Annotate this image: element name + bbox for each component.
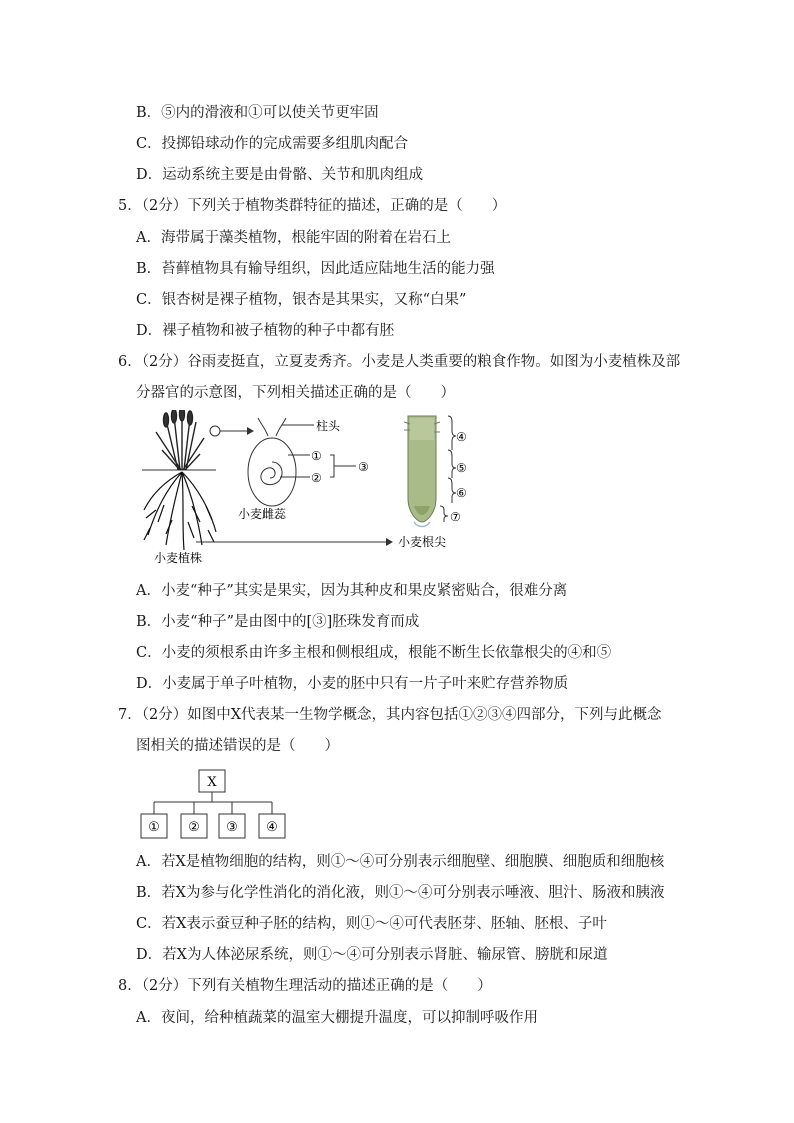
q7-option-a: A．若X是植物细胞的结构，则①～④可分别表示细胞壁、细胞膜、细胞质和细胞核 [136, 854, 665, 870]
brace-5 [448, 450, 456, 478]
label-circle-6: ⑥ [456, 486, 467, 500]
root-tip-image [404, 416, 440, 527]
q8-option-a: A．夜间，给种植蔬菜的温室大棚提升温度，可以抑制呼吸作用 [136, 1010, 538, 1026]
q8-stem: 8．（2分）下列有关植物生理活动的描述正确的是（ ） [118, 978, 492, 994]
q7-option-d: D．若X为人体泌尿系统，则①～④可分别表示肾脏、输尿管、膀胱和尿道 [136, 947, 608, 963]
wheat-figure [136, 410, 496, 570]
q7-stem-line1: 7．（2分）如图中X代表某一生物学概念，其内容包括①②③④四部分，下列与此概念 [118, 707, 662, 723]
label-circle-7: ⑦ [450, 510, 461, 524]
arrow-head-icon [247, 427, 254, 435]
node-3-label: ③ [226, 820, 238, 835]
q6-option-b: B．小麦“种子”是由图中的[③]胚珠发育而成 [136, 614, 420, 630]
label-plant: 小麦植株 [154, 551, 203, 565]
wheat-plant-image [156, 410, 204, 470]
spike-highlight-circle [210, 426, 220, 436]
label-circle-1: ① [311, 449, 322, 463]
q5-stem: 5．（2分）下列关于植物类群特征的描述，正确的是（ ） [118, 198, 507, 214]
node-x-label: X [207, 775, 217, 790]
concept-tree-diagram [136, 764, 296, 844]
q7-option-c: C．若X表示蚕豆种子胚的结构，则①～④可代表胚芽、胚轴、胚根、子叶 [136, 916, 607, 932]
brace-4 [448, 416, 456, 450]
q6-option-c: C．小麦的须根系由许多主根和侧根组成，根能不断生长依靠根尖的④和⑤ [136, 645, 612, 661]
q4-option-c: C．投掷铅球动作的完成需要多组肌肉配合 [136, 136, 409, 152]
q6-option-d: D．小麦属于单子叶植物，小麦的胚中只有一片子叶来贮存营养物质 [136, 676, 569, 692]
q6-stem-line2: 分器官的示意图，下列相关描述正确的是（ ） [136, 385, 455, 401]
pistil-diagram [248, 418, 296, 506]
label-circle-4: ④ [456, 430, 467, 444]
label-circle-2: ② [311, 471, 322, 485]
bracket-3 [330, 455, 356, 477]
fibrous-root-image [144, 472, 216, 550]
label-root-tip: 小麦根尖 [398, 535, 447, 549]
label-pistil: 小麦雌蕊 [238, 507, 287, 521]
brace-7 [440, 506, 448, 522]
q6-stem-line1: 6．（2分）谷雨麦挺直，立夏麦秀齐。小麦是人类重要的粮食作物。如图为小麦植株及部 [118, 354, 681, 370]
node-4-label: ④ [266, 820, 278, 835]
brace-6 [448, 478, 456, 503]
q5-option-d: D．裸子植物和被子植物的种子中都有胚 [136, 323, 395, 339]
q7-stem-line2: 图相关的描述错误的是（ ） [136, 738, 339, 754]
q5-option-b: B．苔藓植物具有输导组织，因此适应陆地生活的能力强 [136, 261, 495, 277]
q4-option-d: D．运动系统主要是由骨骼、关节和肌肉组成 [136, 167, 424, 183]
q6-option-a: A．小麦“种子”其实是果实，因为其种皮和果皮紧密贴合，很难分离 [136, 583, 568, 599]
q4-option-b: B．⑤内的滑液和①可以使关节更牢固 [136, 105, 379, 121]
q7-option-b: B．若X为参与化学性消化的消化液，则①～④可分别表示唾液、胆汁、肠液和胰液 [136, 885, 665, 901]
q5-option-c: C．银杏树是裸子植物，银杏是其果实，又称“白果” [136, 292, 467, 308]
label-stigma: 柱头 [316, 419, 341, 433]
label-circle-5: ⑤ [456, 461, 467, 475]
arrow-head-icon [386, 538, 393, 546]
node-2-label: ② [188, 820, 200, 835]
q5-option-a: A．海带属于藻类植物，根能牢固的附着在岩石上 [136, 230, 451, 246]
label-circle-3: ③ [358, 460, 369, 474]
node-1-label: ① [148, 820, 160, 835]
